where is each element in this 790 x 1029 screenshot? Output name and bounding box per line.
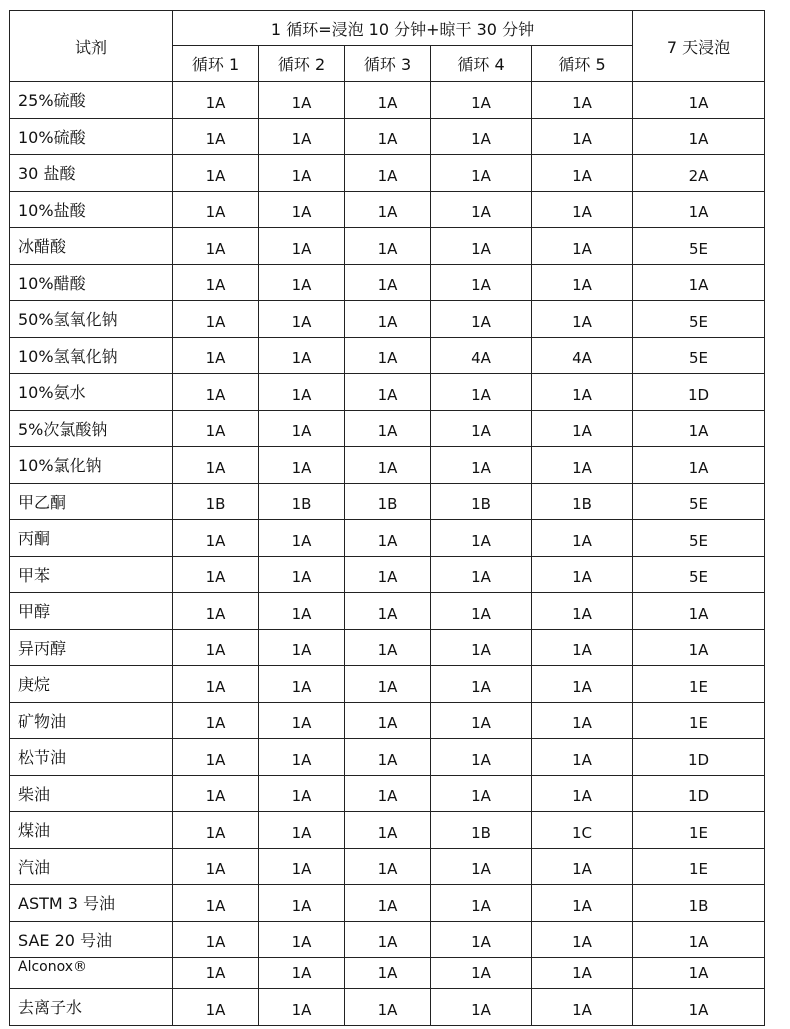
table-row	[10, 520, 765, 557]
cycle-5-rating: 1A	[532, 958, 633, 989]
header-cycle-2: 循环 2	[259, 46, 345, 82]
cycle-5-rating: 1A	[532, 191, 633, 228]
cycle-1-rating: 1A	[173, 739, 259, 776]
cycle-4-rating: 1A	[431, 629, 532, 666]
cycle-4-rating: 1A	[431, 702, 532, 739]
cycle-2-rating: 1A	[259, 447, 345, 484]
cycle-4-rating: 1A	[431, 410, 532, 447]
table-row	[10, 118, 765, 155]
reagent-name: 甲醇	[10, 593, 173, 630]
table-row	[10, 885, 765, 922]
soak-rating: 1D	[633, 739, 765, 776]
soak-rating: 5E	[633, 556, 765, 593]
cycle-3-rating: 1A	[345, 155, 431, 192]
cycle-4-rating: 1A	[431, 775, 532, 812]
soak-rating: 1A	[633, 629, 765, 666]
reagent-name: 25%硫酸	[10, 82, 173, 119]
cycle-3-rating: 1A	[345, 629, 431, 666]
table-row	[10, 228, 765, 265]
soak-rating: 2A	[633, 155, 765, 192]
reagent-name: ASTM 3 号油	[10, 885, 173, 922]
cycle-5-rating: 1A	[532, 702, 633, 739]
soak-rating: 5E	[633, 228, 765, 265]
soak-rating: 1A	[633, 82, 765, 119]
cycle-3-rating: 1A	[345, 118, 431, 155]
cycle-5-rating: 1C	[532, 812, 633, 849]
cycle-5-rating: 1A	[532, 520, 633, 557]
cycle-4-rating: 1A	[431, 593, 532, 630]
cycle-1-rating: 1A	[173, 447, 259, 484]
reagent-name: 10%硫酸	[10, 118, 173, 155]
cycle-2-rating: 1A	[259, 374, 345, 411]
cycle-2-rating: 1A	[259, 337, 345, 374]
reagent-name: 10%盐酸	[10, 191, 173, 228]
cycle-3-rating: 1B	[345, 483, 431, 520]
reagent-name: SAE 20 号油	[10, 921, 173, 958]
table-row	[10, 301, 765, 338]
cycle-1-rating: 1A	[173, 593, 259, 630]
cycle-5-rating: 1A	[532, 228, 633, 265]
cycle-4-rating: 1A	[431, 374, 532, 411]
cycle-4-rating: 1A	[431, 82, 532, 119]
cycle-2-rating: 1A	[259, 989, 345, 1026]
reagent-name: 10%氢氧化钠	[10, 337, 173, 374]
cycle-5-rating: 1A	[532, 82, 633, 119]
cycle-5-rating: 1A	[532, 629, 633, 666]
cycle-1-rating: 1A	[173, 337, 259, 374]
cycle-3-rating: 1A	[345, 556, 431, 593]
cycle-1-rating: 1A	[173, 118, 259, 155]
cycle-5-rating: 1A	[532, 848, 633, 885]
cycle-4-rating: 1A	[431, 848, 532, 885]
reagent-name: 10%氯化钠	[10, 447, 173, 484]
cycle-3-rating: 1A	[345, 989, 431, 1026]
cycle-1-rating: 1A	[173, 556, 259, 593]
cycle-5-rating: 1A	[532, 301, 633, 338]
cycle-4-rating: 1A	[431, 264, 532, 301]
header-cycle-1: 循环 1	[173, 46, 259, 82]
cycle-3-rating: 1A	[345, 885, 431, 922]
header-cycle-5: 循环 5	[532, 46, 633, 82]
reagent-name: Alconox®	[10, 958, 173, 989]
cycle-2-rating: 1A	[259, 520, 345, 557]
cycle-5-rating: 1B	[532, 483, 633, 520]
cycle-5-rating: 1A	[532, 556, 633, 593]
cycle-5-rating: 1A	[532, 739, 633, 776]
cycle-3-rating: 1A	[345, 520, 431, 557]
cycle-1-rating: 1A	[173, 228, 259, 265]
cycle-1-rating: 1A	[173, 775, 259, 812]
cycle-3-rating: 1A	[345, 301, 431, 338]
cycle-3-rating: 1A	[345, 666, 431, 703]
cycle-3-rating: 1A	[345, 447, 431, 484]
header-cycle-definition: 1 循环=浸泡 10 分钟+晾干 30 分钟	[173, 11, 633, 46]
cycle-5-rating: 1A	[532, 989, 633, 1026]
table-row	[10, 775, 765, 812]
cycle-3-rating: 1A	[345, 374, 431, 411]
cycle-4-rating: 1A	[431, 885, 532, 922]
cycle-2-rating: 1A	[259, 82, 345, 119]
table-row	[10, 264, 765, 301]
cycle-3-rating: 1A	[345, 82, 431, 119]
cycle-5-rating: 1A	[532, 593, 633, 630]
cycle-1-rating: 1A	[173, 264, 259, 301]
table-row	[10, 191, 765, 228]
cycle-5-rating: 1A	[532, 447, 633, 484]
cycle-5-rating: 1A	[532, 410, 633, 447]
chemical-resistance-table	[9, 10, 765, 1026]
reagent-name: 松节油	[10, 739, 173, 776]
cycle-4-rating: 1A	[431, 666, 532, 703]
soak-rating: 1A	[633, 958, 765, 989]
reagent-name: 10%醋酸	[10, 264, 173, 301]
soak-rating: 1A	[633, 593, 765, 630]
cycle-2-rating: 1A	[259, 301, 345, 338]
cycle-5-rating: 1A	[532, 775, 633, 812]
cycle-4-rating: 1A	[431, 989, 532, 1026]
table-row	[10, 410, 765, 447]
cycle-2-rating: 1A	[259, 775, 345, 812]
soak-rating: 1E	[633, 812, 765, 849]
table-row	[10, 848, 765, 885]
reagent-name: 柴油	[10, 775, 173, 812]
soak-rating: 1E	[633, 702, 765, 739]
cycle-4-rating: 1A	[431, 556, 532, 593]
reagent-name: 异丙醇	[10, 629, 173, 666]
cycle-1-rating: 1A	[173, 958, 259, 989]
soak-rating: 1B	[633, 885, 765, 922]
cycle-5-rating: 1A	[532, 118, 633, 155]
cycle-5-rating: 1A	[532, 374, 633, 411]
table-row	[10, 812, 765, 849]
soak-rating: 1A	[633, 921, 765, 958]
table-row	[10, 82, 765, 119]
cycle-3-rating: 1A	[345, 593, 431, 630]
table-row	[10, 447, 765, 484]
cycle-5-rating: 4A	[532, 337, 633, 374]
cycle-5-rating: 1A	[532, 155, 633, 192]
cycle-3-rating: 1A	[345, 228, 431, 265]
reagent-name: 汽油	[10, 848, 173, 885]
cycle-3-rating: 1A	[345, 410, 431, 447]
reagent-name: 甲乙酮	[10, 483, 173, 520]
cycle-2-rating: 1A	[259, 702, 345, 739]
cycle-2-rating: 1A	[259, 593, 345, 630]
table-row	[10, 989, 765, 1026]
cycle-1-rating: 1A	[173, 848, 259, 885]
cycle-4-rating: 1A	[431, 191, 532, 228]
table-row	[10, 702, 765, 739]
header-reagent: 试剂	[10, 11, 173, 82]
cycle-2-rating: 1B	[259, 483, 345, 520]
soak-rating: 1A	[633, 191, 765, 228]
cycle-1-rating: 1A	[173, 155, 259, 192]
cycle-4-rating: 1B	[431, 483, 532, 520]
reagent-name: 矿物油	[10, 702, 173, 739]
cycle-2-rating: 1A	[259, 556, 345, 593]
cycle-1-rating: 1A	[173, 885, 259, 922]
cycle-1-rating: 1A	[173, 921, 259, 958]
soak-rating: 1A	[633, 118, 765, 155]
cycle-1-rating: 1A	[173, 301, 259, 338]
cycle-3-rating: 1A	[345, 264, 431, 301]
cycle-2-rating: 1A	[259, 921, 345, 958]
cycle-2-rating: 1A	[259, 848, 345, 885]
cycle-2-rating: 1A	[259, 958, 345, 989]
cycle-3-rating: 1A	[345, 921, 431, 958]
cycle-3-rating: 1A	[345, 191, 431, 228]
cycle-1-rating: 1A	[173, 629, 259, 666]
soak-rating: 5E	[633, 337, 765, 374]
cycle-4-rating: 1A	[431, 921, 532, 958]
cycle-2-rating: 1A	[259, 264, 345, 301]
cycle-4-rating: 1A	[431, 958, 532, 989]
reagent-name: 50%氢氧化钠	[10, 301, 173, 338]
cycle-5-rating: 1A	[532, 264, 633, 301]
cycle-1-rating: 1A	[173, 82, 259, 119]
cycle-2-rating: 1A	[259, 885, 345, 922]
cycle-1-rating: 1A	[173, 666, 259, 703]
table-row	[10, 337, 765, 374]
soak-rating: 1A	[633, 447, 765, 484]
cycle-4-rating: 1A	[431, 228, 532, 265]
table-row	[10, 155, 765, 192]
cycle-1-rating: 1B	[173, 483, 259, 520]
cycle-2-rating: 1A	[259, 228, 345, 265]
table-row	[10, 374, 765, 411]
cycle-3-rating: 1A	[345, 812, 431, 849]
table-row	[10, 739, 765, 776]
cycle-3-rating: 1A	[345, 848, 431, 885]
cycle-2-rating: 1A	[259, 410, 345, 447]
soak-rating: 5E	[633, 520, 765, 557]
soak-rating: 5E	[633, 483, 765, 520]
cycle-1-rating: 1A	[173, 374, 259, 411]
cycle-1-rating: 1A	[173, 989, 259, 1026]
cycle-4-rating: 1A	[431, 520, 532, 557]
cycle-2-rating: 1A	[259, 739, 345, 776]
header-cycle-3: 循环 3	[345, 46, 431, 82]
table-row	[10, 921, 765, 958]
soak-rating: 1D	[633, 374, 765, 411]
reagent-name: 冰醋酸	[10, 228, 173, 265]
cycle-4-rating: 1B	[431, 812, 532, 849]
cycle-3-rating: 1A	[345, 337, 431, 374]
cycle-4-rating: 1A	[431, 155, 532, 192]
cycle-1-rating: 1A	[173, 702, 259, 739]
cycle-2-rating: 1A	[259, 118, 345, 155]
reagent-name: 丙酮	[10, 520, 173, 557]
cycle-1-rating: 1A	[173, 410, 259, 447]
cycle-3-rating: 1A	[345, 958, 431, 989]
soak-rating: 1A	[633, 410, 765, 447]
reagent-name: 煤油	[10, 812, 173, 849]
cycle-2-rating: 1A	[259, 812, 345, 849]
cycle-4-rating: 1A	[431, 447, 532, 484]
cycle-2-rating: 1A	[259, 629, 345, 666]
cycle-3-rating: 1A	[345, 702, 431, 739]
soak-rating: 1A	[633, 264, 765, 301]
soak-rating: 1E	[633, 848, 765, 885]
cycle-1-rating: 1A	[173, 191, 259, 228]
cycle-4-rating: 1A	[431, 301, 532, 338]
table-row	[10, 629, 765, 666]
cycle-5-rating: 1A	[532, 885, 633, 922]
cycle-4-rating: 1A	[431, 739, 532, 776]
cycle-2-rating: 1A	[259, 191, 345, 228]
reagent-name: 5%次氯酸钠	[10, 410, 173, 447]
table-row	[10, 666, 765, 703]
soak-rating: 1A	[633, 989, 765, 1026]
cycle-4-rating: 4A	[431, 337, 532, 374]
cycle-3-rating: 1A	[345, 739, 431, 776]
cycle-2-rating: 1A	[259, 666, 345, 703]
cycle-5-rating: 1A	[532, 666, 633, 703]
cycle-1-rating: 1A	[173, 812, 259, 849]
table-row	[10, 593, 765, 630]
reagent-name: 甲苯	[10, 556, 173, 593]
reagent-name: 30 盐酸	[10, 155, 173, 192]
header-7-day-soak: 7 天浸泡	[633, 11, 765, 82]
table-row	[10, 958, 765, 989]
cycle-1-rating: 1A	[173, 520, 259, 557]
reagent-name: 10%氨水	[10, 374, 173, 411]
table-row	[10, 483, 765, 520]
table-row	[10, 556, 765, 593]
soak-rating: 1E	[633, 666, 765, 703]
cycle-3-rating: 1A	[345, 775, 431, 812]
cycle-4-rating: 1A	[431, 118, 532, 155]
cycle-2-rating: 1A	[259, 155, 345, 192]
soak-rating: 1D	[633, 775, 765, 812]
header-cycle-4: 循环 4	[431, 46, 532, 82]
cycle-5-rating: 1A	[532, 921, 633, 958]
reagent-name: 去离子水	[10, 989, 173, 1026]
reagent-name: 庚烷	[10, 666, 173, 703]
soak-rating: 5E	[633, 301, 765, 338]
